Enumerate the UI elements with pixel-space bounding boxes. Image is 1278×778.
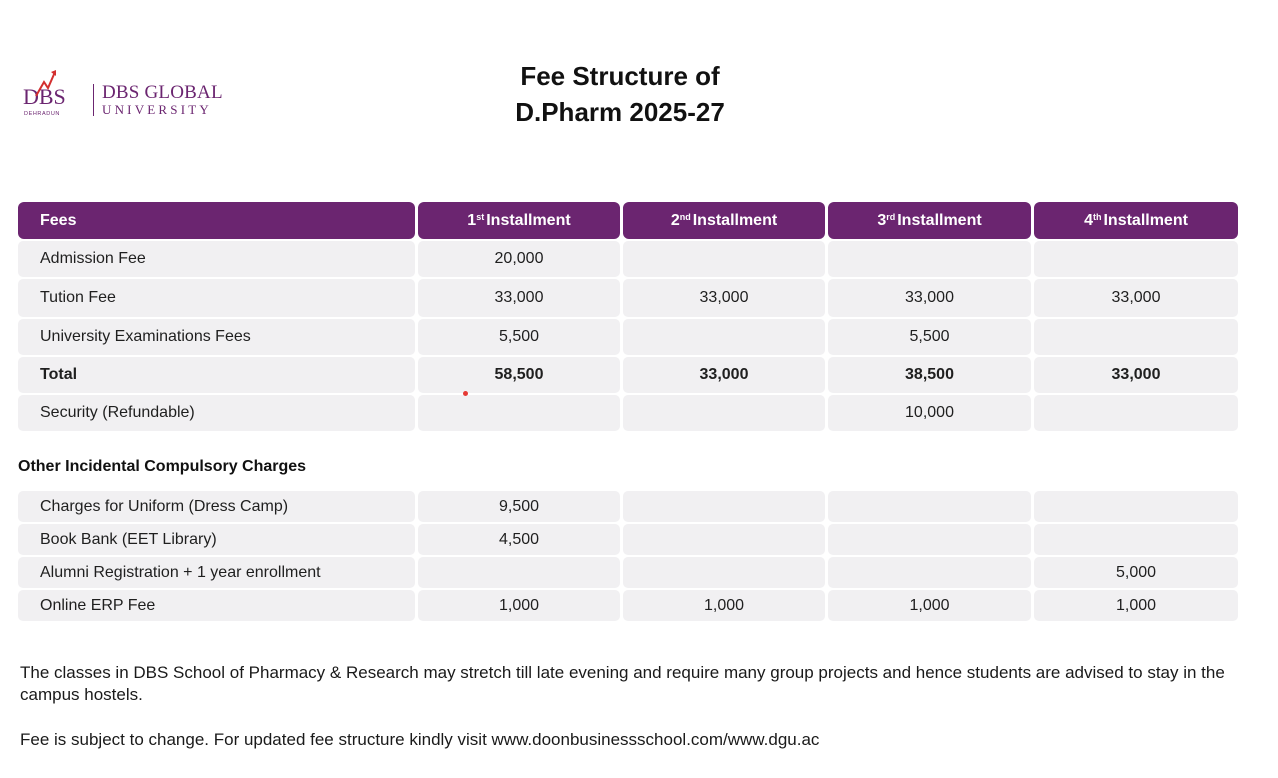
row-label: Total <box>18 357 415 393</box>
row-value-4: 33,000 <box>1034 279 1238 317</box>
row-value-4: 33,000 <box>1034 357 1238 393</box>
header-installment-3 <box>828 202 1031 239</box>
hostel-note: The classes in DBS School of Pharmacy & Research may stretch till late evening and require many group projects and hence students are advised to stay in the campus hostels. <box>20 663 1225 704</box>
header-inst4-sup: th <box>1092 211 1102 222</box>
row-label: University Examinations Fees <box>18 319 415 355</box>
row-value-2 <box>623 524 825 555</box>
row-label: Security (Refundable) <box>18 395 415 431</box>
table-row <box>18 279 1238 317</box>
row-value-2: 33,000 <box>623 357 825 393</box>
row-value-2 <box>623 319 825 355</box>
fee-change-note: Fee is subject to change. For updated fee structure kindly visit www.doonbusinessschool.com/www.dgu.ac <box>20 730 820 749</box>
header-inst3-num: 3 <box>877 211 887 229</box>
row-value-3: 38,500 <box>828 357 1031 393</box>
row-value-3: 10,000 <box>828 395 1031 431</box>
row-value-4 <box>1034 319 1238 355</box>
stray-red-dot <box>463 391 468 396</box>
row-value-1: 58,500 <box>418 357 620 393</box>
header-inst2-text: Installment <box>692 211 778 229</box>
header-inst3-sup: rd <box>886 211 896 222</box>
logo-mark-subtext: DEHRADUN <box>24 111 60 117</box>
logo-mark-text: DBS <box>23 84 66 109</box>
row-value-3: 33,000 <box>828 279 1031 317</box>
table-row-total <box>18 357 1238 393</box>
row-value-2 <box>623 395 825 431</box>
row-value-3 <box>828 491 1031 522</box>
row-value-2 <box>623 491 825 522</box>
header-inst1-num: 1 <box>467 211 477 229</box>
row-value-1: 1,000 <box>418 590 620 621</box>
university-logo <box>22 66 223 122</box>
row-value-4 <box>1034 395 1238 431</box>
logo-brand-line2: UNIVERSITY <box>102 102 212 117</box>
row-value-1: 9,500 <box>418 491 620 522</box>
row-value-4: 5,000 <box>1034 557 1238 588</box>
other-charges-title: Other Incidental Compulsory Charges <box>18 458 307 475</box>
row-value-4 <box>1034 241 1238 277</box>
row-label: Admission Fee <box>18 241 415 277</box>
header-installment-4 <box>1034 202 1238 239</box>
row-label: Alumni Registration + 1 year enrollment <box>18 557 415 588</box>
table-row <box>18 557 1238 588</box>
row-value-2: 33,000 <box>623 279 825 317</box>
header-inst3-text: Installment <box>897 211 982 229</box>
row-value-1 <box>418 557 620 588</box>
row-value-4 <box>1034 524 1238 555</box>
title-line1: Fee Structure of <box>520 61 720 91</box>
title-line2: D.Pharm 2025-27 <box>515 97 725 127</box>
header-inst1-sup: st <box>476 211 485 222</box>
row-value-1: 4,500 <box>418 524 620 555</box>
header-inst2-num: 2 <box>670 211 680 229</box>
table-header-row <box>18 202 1238 239</box>
dbs-logo-mark-icon <box>22 66 70 118</box>
row-label: Tution Fee <box>18 279 415 317</box>
header-inst1-text: Installment <box>486 211 571 229</box>
row-value-2 <box>623 557 825 588</box>
table-row <box>18 319 1238 355</box>
header-inst2-sup: nd <box>679 211 691 222</box>
row-label: Charges for Uniform (Dress Camp) <box>18 491 415 522</box>
row-value-4: 1,000 <box>1034 590 1238 621</box>
row-value-1: 5,500 <box>418 319 620 355</box>
header-fees: Fees <box>18 202 415 239</box>
row-value-3 <box>828 241 1031 277</box>
header-inst4-num: 4 <box>1084 211 1093 229</box>
row-value-1: 33,000 <box>418 279 620 317</box>
table-row <box>18 491 1238 522</box>
row-label: Online ERP Fee <box>18 590 415 621</box>
table-row <box>18 524 1238 555</box>
row-value-2 <box>623 241 825 277</box>
row-value-3 <box>828 557 1031 588</box>
row-value-3 <box>828 524 1031 555</box>
row-value-1: 20,000 <box>418 241 620 277</box>
row-value-4 <box>1034 491 1238 522</box>
row-value-2: 1,000 <box>623 590 825 621</box>
row-value-3: 5,500 <box>828 319 1031 355</box>
logo-brand-line1: DBS GLOBAL <box>102 82 223 103</box>
header-installment-1 <box>418 202 620 239</box>
table-row <box>18 395 1238 431</box>
header-inst4-text: Installment <box>1103 211 1188 229</box>
header-installment-2 <box>623 202 825 239</box>
row-label: Book Bank (EET Library) <box>18 524 415 555</box>
logo-divider <box>93 84 94 116</box>
page-title <box>420 58 820 130</box>
row-value-1 <box>418 395 620 431</box>
table-row <box>18 590 1238 621</box>
row-value-3: 1,000 <box>828 590 1031 621</box>
table-row <box>18 241 1238 277</box>
